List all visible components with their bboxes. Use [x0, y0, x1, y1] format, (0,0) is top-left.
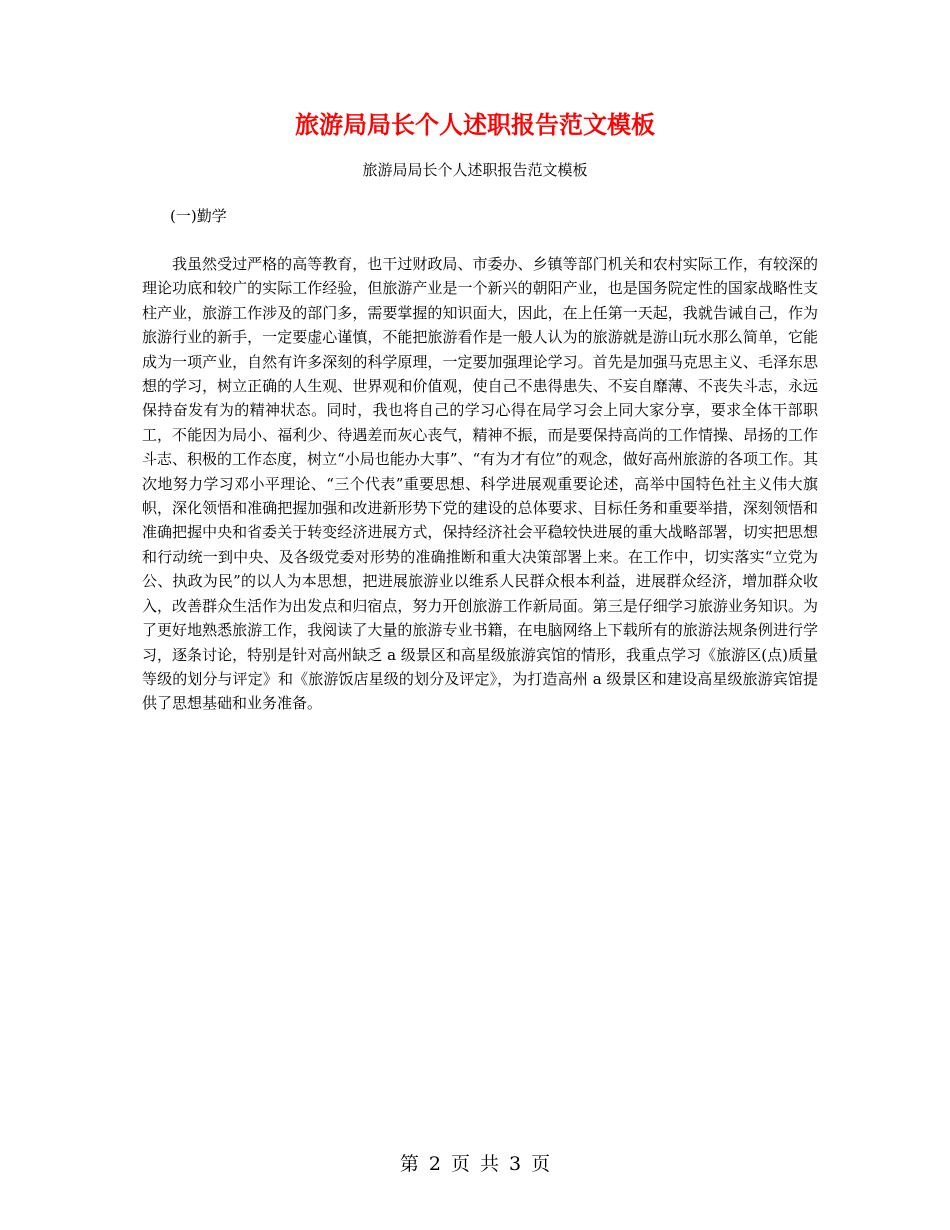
document-title: 旅游局局长个人述职报告范文模板 — [295, 111, 655, 139]
document-subtitle: 旅游局局长个人述职报告范文模板 — [362, 161, 588, 179]
body-paragraph: 我虽然受过严格的高等教育，也干过财政局、市委办、乡镇等部门机关和农村实际工作，有较深的理论功底和较广的实际工作经验，但旅游产业是一个新兴的朝阳产业，也是国务院定性的国家战略性支柱产业，旅游工作涉及的部门多，需要掌握的知识面大，因此，在上任第一天起，我就告诫自己，作为旅游行业的新手，一定要虚心谨慎，不能把旅游看作是一般人认为的旅游就是游山玩水那么简单，它能成为一项产业，自然有许多深刻的科学原理，一定要加强理论学习。首先是加强马克思主义、毛泽东思想的学习，树立正确的人生观、世界观和价值观，使自己不患得患失、不妄自靡薄、不丧失斗志，永远保持奋发有为的精神状态。同时，我也将自己的学习心得在局学习会上同大家分享，要求全体干部职工，不能因为局小、福利少、待遇差而灰心丧气，精神不振，而是要保持高尚的工作情操、昂扬的工作斗志、积极的工作态度，树立“小局也能办大事”、“有为才有位”的观念，做好高州旅游的各项工作。其次地努力学习邓小平理论、“三个代表”重要思想、科学进展观重要论述，高举中国特色社主义伟大旗帜，深化领悟和准确把握加强和改进新形势下党的建设的总体要求、目标任务和重要举措，深刻领悟和准确把握中央和省委关于转变经济进展方式，保持经济社会平稳较快进展的重大战略部署，切实把思想和行动统一到中央、及各级党委对形势的准确推断和重大决策部署上来。在工作中，切实落实“立党为公、执政为民”的以人为本思想，把进展旅游业以维系人民群众根本利益，进展群众经济，增加群众收入，改善群众生活作为出发点和归宿点，努力开创旅游工作新局面。第三是仔细学习旅游业务知识。为了更好地熟悉旅游工作，我阅读了大量的旅游专业书籍，在电脑网络上下载所有的旅游法规条例进行学习，逐条讨论，特别是针对高州缺乏 a 级景区和高星级旅游宾馆的情形，我重点学习《旅游区(点)质量等级的划分与评定》和《旅游饭店星级的划分及评定》，为打造高州 a 级景区和建设高星级旅游宾馆提供了思想基础和业务准备。 — [142, 255, 818, 713]
section-heading: (一)勤学 — [170, 207, 227, 225]
page-number-footer: 第 2 页 共 3 页 — [399, 1153, 551, 1175]
